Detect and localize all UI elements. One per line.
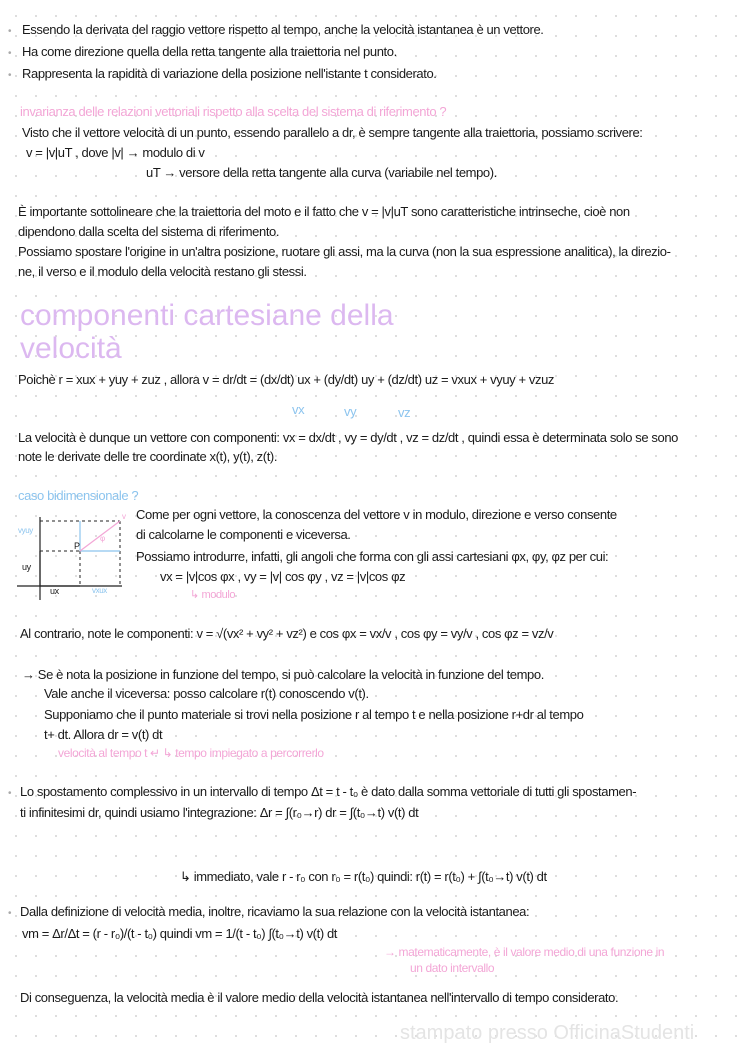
text-line: ne, il verso e il modulo della velocità restano gli stessi. <box>18 264 307 279</box>
text-line: dipendono dalla scelta del sistema di riferimento. <box>18 224 280 239</box>
text-line: È importante sottolineare che la traiettoria del moto e il fatto che v = |v|uT sono caratteristiche intrinseche, cioè non <box>18 204 630 219</box>
text-line: Possiamo spostare l'origine in un'altra posizione, ruotare gli assi, ma la curva (non la sua espressione analitica), la direzio- <box>18 244 671 259</box>
annotation: ↳ modulo <box>190 589 236 601</box>
formula-line: Al contrario, note le componenti: v = √(vx² + vy² + vz²) e cos φx = vx/v , cos φy = vy/v , cos φz = vz/v <box>20 626 554 641</box>
text-line: La velocità è dunque un vettore con componenti: vx = dx/dt , vy = dy/dt , vz = dz/dt , quindi essa è determinata solo se sono <box>18 430 679 445</box>
text-line: Rappresenta la rapidità di variazione della posizione nell'istante t considerato. <box>22 66 437 81</box>
text-line: → Se è nota la posizione in funzione del tempo, si può calcolare la velocità in funzione del tempo. <box>22 667 544 682</box>
diagram-label: uy <box>22 562 31 572</box>
formula-line: uT → versore della retta tangente alla curva (variabile nel tempo). <box>146 165 497 180</box>
text-line: Essendo la derivata del raggio vettore rispetto al tempo, anche la velocità istantanea è un vettore. <box>22 22 544 37</box>
formula-line: vx = |v|cos φx , vy = |v| cos φy , vz = |v|cos φz <box>160 569 406 584</box>
watermark: stampato presso OfficinaStudenti <box>400 1022 695 1044</box>
formula-line: vm = Δr/Δt = (r - r₀)/(t - t₀) quindi vm = 1/(t - t₀) ∫(t₀→t) v(t) dt <box>22 926 338 941</box>
bullet-dot: • <box>8 48 12 59</box>
formula-line: v = |v|uT , dove |v| → modulo di v <box>26 145 205 160</box>
annotation: un dato intervallo <box>410 961 495 975</box>
section-title: velocità <box>20 332 122 365</box>
text-line: Possiamo introdurre, infatti, gli angoli che forma con gli assi cartesiani φx, φy, φz per cui: <box>136 549 609 564</box>
section-title: componenti cartesiane della <box>20 299 394 332</box>
component-label: vx <box>292 402 305 417</box>
bullet-dot: • <box>8 908 12 919</box>
diagram-label: vyuy <box>18 526 33 535</box>
component-label: vz <box>398 405 411 420</box>
diagram-label: v <box>122 512 126 521</box>
text-line: Come per ogni vettore, la conoscenza del vettore v in modulo, direzione e verso consente <box>136 507 617 522</box>
component-label: vy <box>344 404 357 419</box>
formula-line: Poichè r = xux + yuy + zuz , allora v = dr/dt = (dx/dt) ux + (dy/dt) uy + (dz/dt) uz = vxux + vyuy + vzuz <box>18 372 555 387</box>
text-line: Supponiamo che il punto materiale si trovi nella posizione r al tempo t e nella posizione r+dr al tempo <box>44 707 584 722</box>
text-line: di calcolarne le componenti e viceversa. <box>136 527 351 542</box>
formula-line: ↳ immediato, vale r - r₀ con r₀ = r(t₀) quindi: r(t) = r(t₀) + ∫(t₀→t) v(t) dt <box>180 869 547 884</box>
formula-line: ti infinitesimi dr, quindi usiamo l'integrazione: Δr = ∫(r₀→r) dr = ∫(t₀→t) v(t) dt <box>20 805 419 820</box>
text-line: Ha come direzione quella della retta tangente alla traiettoria nel punto. <box>22 44 397 59</box>
text-line: Vale anche il viceversa: posso calcolare r(t) conoscendo v(t). <box>44 686 369 701</box>
text-line: Lo spostamento complessivo in un intervallo di tempo Δt = t - t₀ è dato dalla somma vettoriale di tutti gli spostamen- <box>20 784 637 799</box>
text-line: Visto che il vettore velocità di un punto, essendo parallelo a dr, è sempre tangente alla traiettoria, possiamo scrivere: <box>22 125 643 140</box>
diagram-label: vxux <box>92 586 107 595</box>
text-line: Dalla definizione di velocità media, inoltre, ricaviamo la sua relazione con la velocità istantanea: <box>20 904 530 919</box>
annotation: velocità al tempo t ↵ ↳ tempo impiegato a percorrerlo <box>58 746 324 760</box>
bullet-dot: • <box>8 788 12 799</box>
diagram-label: φ <box>100 534 105 543</box>
bullet-dot: • <box>8 70 12 81</box>
text-line: t+ dt. Allora dr = v(t) dt <box>44 727 163 742</box>
text-line: note le derivate delle tre coordinate x(t), y(t), z(t). <box>18 449 278 464</box>
diagram-label: ux <box>50 586 59 596</box>
bullet-dot: • <box>8 26 12 37</box>
annotation: → matematicamente, è il valore medio di una funzione in <box>384 945 665 959</box>
section-heading-bidimensionale: caso bidimensionale ? <box>18 488 139 503</box>
text-line: Di conseguenza, la velocità media è il valore medio della velocità istantanea nell'intervallo di tempo considerato. <box>20 990 619 1005</box>
section-heading-invarianza: invarianza delle relazioni vettoriali rispetto alla scelta del sistema di riferimento ? <box>20 104 447 119</box>
diagram-label: P <box>74 541 80 551</box>
